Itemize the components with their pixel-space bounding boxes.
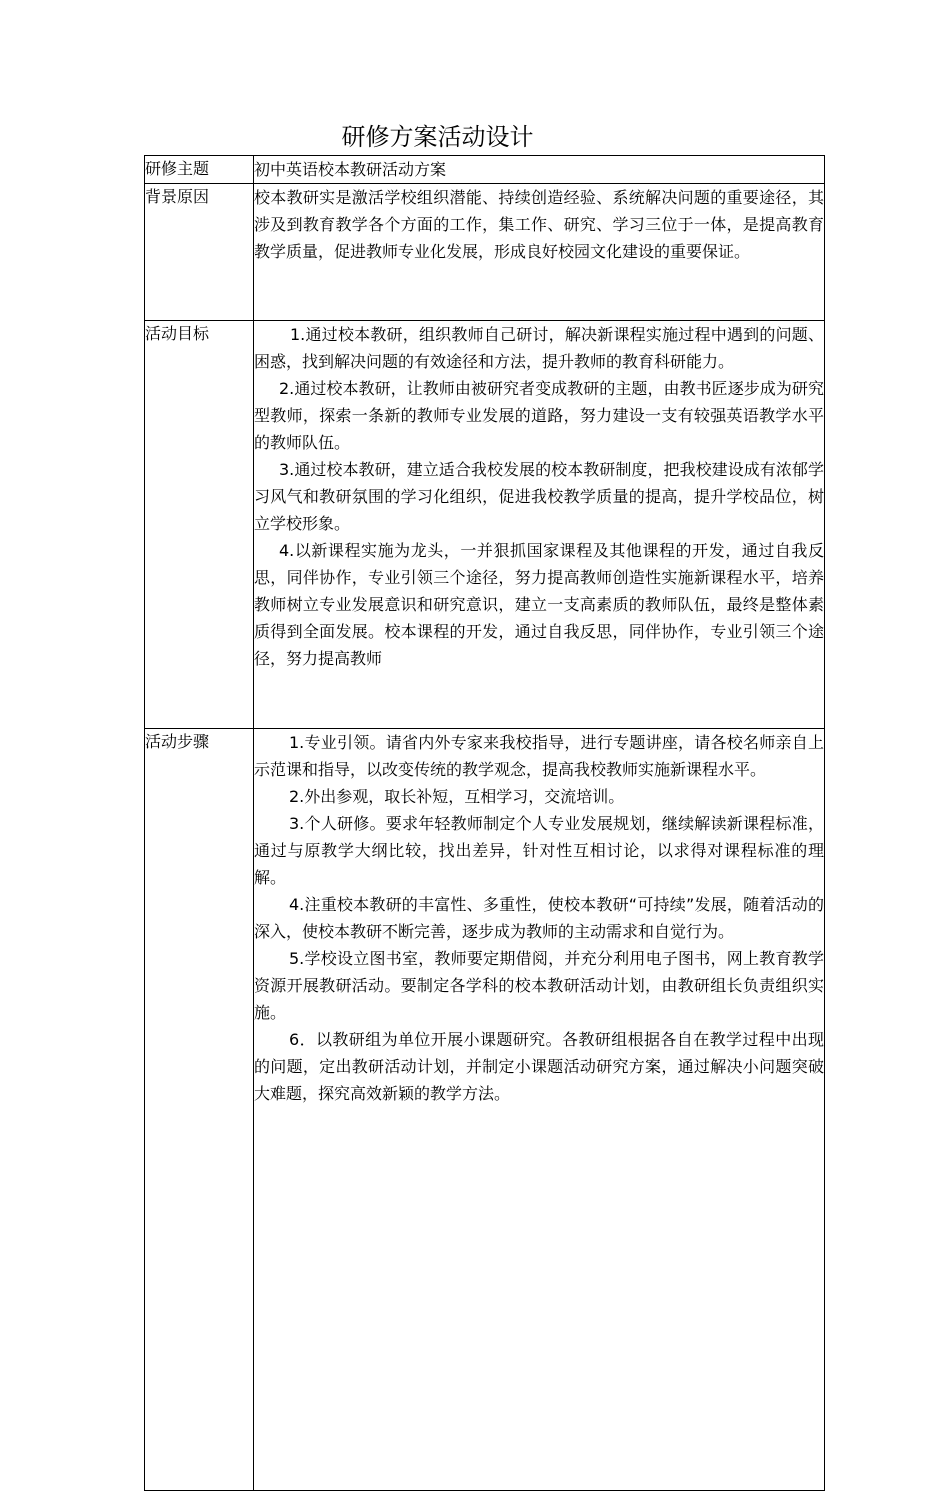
table-row-topic bbox=[145, 156, 825, 184]
background-label: 背景原因 bbox=[145, 184, 254, 321]
goals-cell bbox=[254, 321, 825, 729]
steps-cell bbox=[254, 729, 825, 1491]
goals-label: 活动目标 bbox=[145, 321, 254, 729]
table-row-background bbox=[145, 184, 825, 321]
topic-value: 初中英语校本教研活动方案 bbox=[254, 156, 825, 184]
page-title: 研修方案活动设计 bbox=[341, 123, 534, 151]
step-item-3: 3.个人研修。要求年轻教师制定个人专业发展规划，继续解读新课程标准，通过与原教学大纲比较，找出差异，针对性互相讨论，以求得对课程标准的理解。 bbox=[254, 814, 824, 887]
table-row-steps bbox=[145, 729, 825, 1491]
goal-item-4: 4.以新课程实施为龙头，一并狠抓国家课程及其他课程的开发，通过自我反思，同伴协作，专业引领三个途径，努力提高教师创造性实施新课程水平，培养教师树立专业发展意识和研究意识，建立一支高素质的教师队伍，最终是整体素质得到全面发展。校本课程的开发，通过自我反思，同伴协作，专业引领三个途径，努力提高教师 bbox=[254, 541, 824, 668]
background-text: 校本教研实是激活学校组织潜能、持续创造经验、系统解决问题的重要途径，其涉及到教育教学各个方面的工作，集工作、研究、学习三位于一体，是提高教育教学质量，促进教师专业化发展，形成良好校园文化建设的重要保证。 bbox=[254, 188, 824, 261]
step-item-1: 1.专业引领。请省内外专家来我校指导，进行专题讲座，请各校名师亲自上示范课和指导，以改变传统的教学观念，提高我校教师实施新课程水平。 bbox=[254, 733, 824, 779]
goal-item-3: 3.通过校本教研，建立适合我校发展的校本教研制度，把我校建设成有浓郁学习风气和教研氛围的学习化组织，促进我校教学质量的提高，提升学校品位，树立学校形象。 bbox=[254, 460, 824, 533]
goal-item-1: 1.通过校本教研，组织教师自己研讨，解决新课程实施过程中遇到的问题、困惑，找到解决问题的有效途径和方法，提升教师的教育科研能力。 bbox=[254, 325, 824, 371]
step-item-5: 5.学校设立图书室，教师要定期借阅，并充分利用电子图书，网上教育教学资源开展教研活动。要制定各学科的校本教研活动计划，由教研组长负责组织实施。 bbox=[254, 949, 824, 1022]
goal-item-2: 2.通过校本教研，让教师由被研究者变成教研的主题，由教书匠逐步成为研究型教师，探索一条新的教师专业发展的道路，努力建设一支有较强英语教学水平的教师队伍。 bbox=[254, 379, 824, 452]
table-row-goals bbox=[145, 321, 825, 729]
step-item-6: 6．以教研组为单位开展小课题研究。各教研组根据各自在教学过程中出现的问题，定出教研活动计划，并制定小课题活动研究方案，通过解决小问题突破大难题，探究高效新颖的教学方法。 bbox=[254, 1030, 824, 1103]
background-cell bbox=[254, 184, 825, 321]
step-item-2: 2.外出参观，取长补短，互相学习，交流培训。 bbox=[289, 787, 625, 806]
topic-label: 研修主题 bbox=[145, 156, 254, 184]
step-item-4: 4.注重校本教研的丰富性、多重性，使校本教研“可持续”发展，随着活动的深入，使校本教研不断完善，逐步成为教师的主动需求和自觉行为。 bbox=[254, 895, 824, 941]
steps-label: 活动步骤 bbox=[145, 729, 254, 1491]
plan-table bbox=[144, 155, 825, 1491]
